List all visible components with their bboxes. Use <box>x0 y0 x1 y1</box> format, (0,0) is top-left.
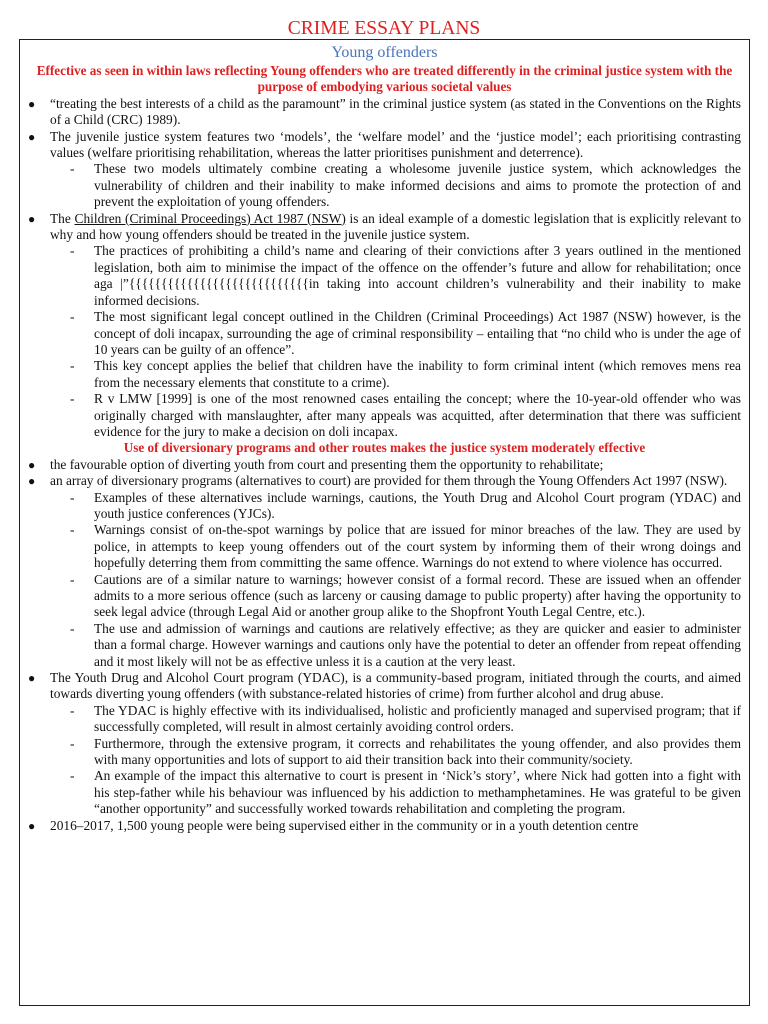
sub-list-item: - These two models ultimately combine creating a wholesome juvenile justice system, which acknowledges the vulnerability of children and their inability to make informed decisions and aims to promote the protection of and prevent the exploitation of young offenders. <box>70 161 741 210</box>
sub-list-item: - Warnings consist of on-the-spot warnings by police that are issued for minor breaches of the law. They are used by police, in attempts to keep young offenders out of the court system by informing them of their wrong doings and hopefully deterring them from committing the same offence. Warnings do not extend to where violence has occurred. <box>70 522 741 571</box>
bullet-list-1 <box>28 96 741 441</box>
sub-list-item: - An example of the impact this alternative to court is present in ‘Nick’s story’, where Nick had gotten into a fight with his step-father while his behaviour was influenced by his addiction to methamphetamines. He was grateful to be given “another opportunity” and successfully worked towards rehabilitation and completing the program. <box>70 768 741 817</box>
bullet-icon: ● <box>28 211 36 226</box>
list-item: ● The Youth Drug and Alcohol Court program (YDAC), is a community-based program, initiated through the courts, and aimed towards diverting young offenders (with substance-related histories of crime) from further alcohol and drug abuse. - The YDAC is highly effective with its individualised, holistic and proficiently managed and supervised program; that if successfully completed, will result in almost certainly avoiding control orders. - Furthermore, through the extensive program, it corrects and rehabilitates the young offender, and also provides them with many opportunities and lots of support to aid their transition back into their community/society. - An example of the impact this alternative to court is present in ‘Nick’s story’, where Nick had gotten into a fight with his step-father while his behaviour was influenced by his addiction to methamphetamines. He was grateful to be given “another opportunity” and successfully worked towards rehabilitation and completing the program. <box>28 670 741 817</box>
list-item: ● the favourable option of diverting youth from court and presenting them the opportunity to rehabilitate; <box>28 456 604 472</box>
sub-list-item: - Furthermore, through the extensive program, it corrects and rehabilitates the young offender, and also provides them with many opportunities and lots of support to aid their transition back into their community/society. <box>70 735 741 768</box>
sub-list-item: - Cautions are of a similar nature to warnings; however consist of a formal record. These are issued when an offender admits to a more serious offence (such as larceny or causing damage to public property) after having the opportunity to seek legal advice (through Legal Aid or another group alike to the Shopfront Youth Legal Centre, etc.). <box>70 571 741 620</box>
bullet-icon: ● <box>28 671 36 686</box>
page-title: CRIME ESSAY PLANS <box>287 18 481 39</box>
bullet-icon: ● <box>28 457 36 472</box>
list-item: ● The Children (Criminal Proceedings) Act 1987 (NSW) is an ideal example of a domestic legislation that is explicitly relevant to why and how young offenders should be treated in the juvenile justice system. - The practices of prohibiting a child’s name and clearing of their convictions after 3 years outlined in the mentioned legislation, both aim to minimise the impact of the offence on the offender’s future and allow for rehabilitation; once aga |”{{{{{{{{{{{{{{{{{{{{{{{{{{{{in taking into account children’s vulnerability and their inability to make informed decisions. - The most significant legal concept outlined in the Children (Criminal Proceedings) Act 1987 (NSW) however, is the concept of doli incapax, surrounding the age of criminal responsibility – entailing that “no child who is under the age of 10 years can be guilty of an offence”. - This key concept applies the belief that children have the inability to form criminal intent (which removes mens rea from the necessary elements that constitute to a crime). - R v LMW [1999] is one of the most renowned cases entailing the concept; where the 10-year-old offender who was originally charged with manslaughter, after many appeals was acquitted, after determination that there was sufficient evidence for the jury to make a decision on doli incapax. <box>28 210 742 439</box>
essay-plan-box <box>19 39 750 1006</box>
section-title: Young offenders <box>331 44 438 61</box>
bullet-icon: ● <box>28 129 36 144</box>
sub-list-item: - The use and admission of warnings and cautions are relatively effective; as they are quicker and easier to administer than a formal charge. However warnings and cautions only have the potential to deter an offender from repeat offending and it most likely will not be as effective unless it is a caution at the very least. <box>70 620 741 669</box>
bullet-icon: ● <box>28 474 36 489</box>
bullet-icon: ● <box>28 96 36 111</box>
act-reference: Children (Criminal Proceedings) Act 1987 (NSW) <box>74 210 346 226</box>
list-item: ● The juvenile justice system features two ‘models’, the ‘welfare model’ and the ‘justice model’; each prioritising contrasting values (welfare prioritising rehabilitation, whereas the latter prioritises punishment and deterrence). - These two models ultimately combine creating a wholesome juvenile justice system, which acknowledges the vulnerability of children and their inability to make informed decisions and aims to promote the protection of and prevent the exploitation of young offenders. <box>28 128 741 210</box>
sub-list-item: - The most significant legal concept outlined in the Children (Criminal Proceedings) Act 1987 (NSW) however, is the concept of doli incapax, surrounding the age of criminal responsibility – entailing that “no child who is under the age of 10 years can be guilty of an offence”. <box>70 309 741 357</box>
sub-list-item: - The practices of prohibiting a child’s name and clearing of their convictions after 3 years outlined in the mentioned legislation, both aim to minimise the impact of the offence on the offender’s future and allow for rehabilitation; once aga |”{{{{{{{{{{{{{{{{{{{{{{{{{{{{in taking into account children’s vulnerability and their inability to make informed decisions. <box>70 243 741 308</box>
bullet-list-2 <box>28 457 741 834</box>
bullet-icon: ● <box>28 818 36 833</box>
sub-list-item: - Examples of these alternatives include warnings, cautions, the Youth Drug and Alcohol Court program (YDAC) and youth justice conferences (YJCs). <box>70 489 741 521</box>
sub-list-item: - R v LMW [1999] is one of the most renowned cases entailing the concept; where the 10-year-old offender who was originally charged with manslaughter, after many appeals was acquitted, after determination that there was sufficient evidence for the jury to make a decision on doli incapax. <box>70 391 741 439</box>
list-item: ● an array of diversionary programs (alternatives to court) are provided for them through the Young Offenders Act 1997 (NSW). - Examples of these alternatives include warnings, cautions, the Youth Drug and Alcohol Court program (YDAC) and youth justice conferences (YJCs). - Warnings consist of on-the-spot warnings by police that are issued for minor breaches of the law. They are used by police, in attempts to keep young offenders out of the court system by informing them of their wrong doings and hopefully deterring them from committing the same offence. Warnings do not extend to where violence has occurred. - Cautions are of a similar nature to warnings; however consist of a formal record. These are issued when an offender admits to a more serious offence (such as larceny or causing damage to public property) after having the opportunity to seek legal advice (through Legal Aid or another group alike to the Shopfront Youth Legal Centre, etc.). - The use and admission of warnings and cautions are relatively effective; as they are quicker and easier to administer than a formal charge. However warnings and cautions only have the potential to deter an offender from repeat offending and it most likely will not be as effective unless it is a caution at the very least. <box>28 473 741 669</box>
argument-heading-1: Effective as seen in within laws reflecting Young offenders who are treated differently in the criminal justice system with the purpose of embodying various societal values <box>36 63 733 95</box>
sub-list-item: - The YDAC is highly effective with its individualised, holistic and proficiently managed and supervised program; that if successfully completed, will result in almost certainly avoiding control orders. <box>70 702 741 735</box>
sub-list-item: - This key concept applies the belief that children have the inability to form criminal intent (which removes mens rea from the necessary elements that constitute to a crime). <box>70 358 741 390</box>
list-item: ● “treating the best interests of a child as the paramount” in the criminal justice system (as stated in the Conventions on the Rights of a Child (CRC) 1989). <box>28 95 741 128</box>
argument-heading-2: Use of diversionary programs and other routes makes the justice system moderately effective <box>123 440 646 456</box>
list-item: ● 2016–2017, 1,500 young people were being supervised either in the community or in a youth detention centre <box>28 817 639 833</box>
